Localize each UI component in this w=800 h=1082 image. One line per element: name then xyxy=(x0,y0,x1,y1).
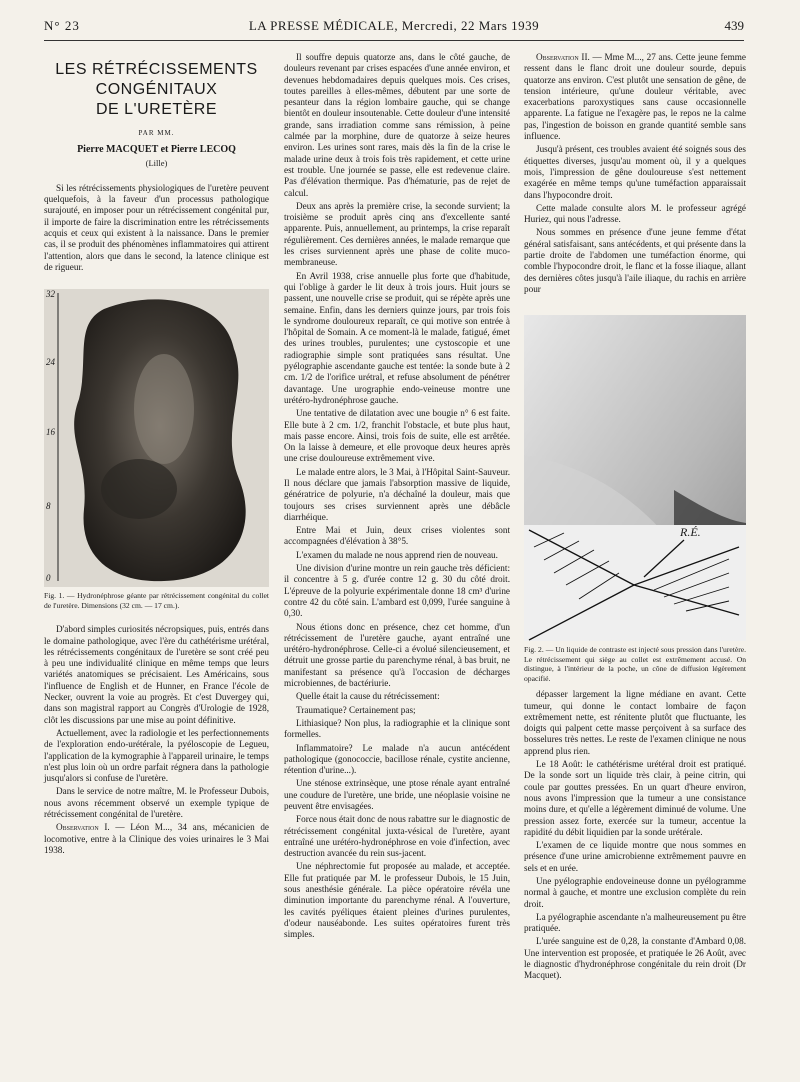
col3-paragraph-8: Une pyélographie endoveineuse donne un pyélogramme normal à gauche, et montre une exclusion complète du rein droit. xyxy=(524,875,746,909)
page-number: 439 xyxy=(724,18,744,33)
col2-paragraph-13: Inflammatoire? Le malade n'a aucun antécédent pathologique (gonococcie, bacillose rénale, cystite ancienne, rétention d'urine...). xyxy=(284,742,510,776)
header-rule xyxy=(44,40,744,41)
running-header xyxy=(44,18,744,40)
col2-paragraph-10: Quelle était la cause du rétrécissement: xyxy=(296,691,440,702)
col2-paragraph-16: Une néphrectomie fut proposée au malade, et acceptée. Elle fut pratiquée par M. le professeur Dubois, le 15 Juin, sous anesthésie générale. La pièce opératoire révéla une diminution importante du parenchyme rénal. A l'ouverture, les cavités pyéliques étaient pleines d'urines purulentes, d'odeur nauséabonde. Les suites opératoires furent très simples. xyxy=(284,861,510,940)
scale-label-0: 0 xyxy=(46,573,51,584)
service-paragraph: Dans le service de notre maître, M. le Professeur Dubois, nous avons récemment observé un exemple typique de rétrécissement congénital de l'uretère. xyxy=(44,786,269,820)
col2-paragraph-4: Une tentative de dilatation avec une bougie n° 6 est faite. Elle bute à 2 cm. 1/2, franchit l'obstacle, et bute plus haut, mais passe encore. Ainsi, trois fois de suite, elle est arrêtée. On la laisse à demeure, et elle provoque deux heures après une crise douloureuse extrêmement vive. xyxy=(284,408,510,464)
kidney-specimen-image xyxy=(44,289,269,587)
col2-paragraph-7: L'examen du malade ne nous apprend rien de nouveau. xyxy=(296,549,498,560)
col2-paragraph-1: Il souffre depuis quatorze ans, dans le côté gauche, de douleurs revenant par crises espacées d'une année environ, et devenues hebdomadaires depuis quelques mois. Ces crises, toutes pareilles à elles-mêmes, débutent par une sorte de pesanteur dans la région lombaire gauche, qui se change bientôt en douleur insoutenable. Cette douleur d'une intensité grande, sans irradiation comme sans rémission, à peine calmée par la morphine, dure de quatorze à seize heures environ. Les urines sont rares, mais dès la fin de la crise le malade urine deux à trois fois très rapidement, et cette urine est trouble. Une journée se passe, elle est redevenue claire. Pas d'élévation thermique. Pas d'hématurie, pas de rejet de calcul. xyxy=(284,52,510,198)
col2-paragraph-9: Nous étions donc en présence, chez cet homme, d'un rétrécissement de l'uretère gauche, ayant entraîné une urétéro-hydronéphrose. Celle-ci a évolué silencieusement, et détruit une grosse partie du parenchyme rénal, à bas bruit, ne manifestant sa présence qu'à l'occasion de décharges microbiennes, de bactériurie. xyxy=(284,621,510,689)
scale-label-32: 32 xyxy=(46,289,55,300)
column-3 xyxy=(524,52,746,984)
figure-2-label: R.É. xyxy=(680,525,701,540)
scale-label-16: 16 xyxy=(46,427,55,438)
col3-paragraph-6: Le 18 Août: le cathétérisme urétéral droit est pratiqué. De la sonde sort un liquide très clair, à peine citrin, qui coule par gouttes pressées. En un quart d'heure environ, nous avons l'impression que la tumeur a une consistance moins dure, et qu'elle a légèrement diminué de volume. Une pression assez forte, exercée sur la tumeur, accentue la rapidité du débit liquidien par la sonde urétérale. xyxy=(524,759,746,837)
col2-paragraph-8: Une division d'urine montre un rein gauche très déficient: il concentre à 5 g. d'urée contre 12 g. 30 du côté droit. L'épreuve de la polyurie expérimentale donne 18 cm³ d'urine contre 42 du côté sain. L'ambard est 0,099, l'urée sanguine à 0,30. xyxy=(284,563,510,619)
col2-paragraph-11: Traumatique? Certainement pas; xyxy=(296,704,416,715)
journal-title: LA PRESSE MÉDICALE, Mercredi, 22 Mars 1939 xyxy=(248,18,540,33)
radiology-paragraph: Actuellement, avec la radiologie et les perfectionnements de l'exploration endo-urétérale, la pyéloscopie de Legueu, l'application de la kymographie à l'appareil urinaire, le temps n'est plus loin où un ordre parfait régnera dans la pathologie jusqu'alors si confuse de l'uretère. xyxy=(44,727,269,784)
author-city: (Lille) xyxy=(145,157,168,168)
col3-paragraph-2: Jusqu'à présent, ces troubles avaient été soignés sous des étiquettes diverses, jusqu'au moment où, il y a quelques mois, l'impression de gêne douloureuse s'est nettement exagérée en même temps qu'une tuméfaction apparaissait dans l'hypocondre droit. xyxy=(524,144,746,200)
radiograph-image xyxy=(524,315,746,641)
title-line-2: CONGÉNITAUX xyxy=(95,81,218,98)
col2-paragraph-2: Deux ans après la première crise, la seconde survient; la troisième se produit après cinq ans d'excellente santé apparente. Puis, annuellement, au printemps, la crise reparaît régulièrement. Ces dernières années, le malade remarque que les crises surviennent après une phase de colite muco-membraneuse. xyxy=(284,200,510,268)
col2-paragraph-12: Lithiasique? Non plus, la radiographie et la clinique sont formelles. xyxy=(284,717,510,740)
column-2 xyxy=(284,52,510,943)
col2-paragraph-5: Le malade entre alors, le 3 Mai, à l'Hôpital Saint-Sauveur. Il nous déclare que jamais l'absorption massive de liquide, génératrice de polyurie, n'a déchaîné la douleur, mais que toujours ses crises surviennent après une débâcle diarrhéique. xyxy=(284,466,510,522)
col3-paragraph-5: dépasser largement la ligne médiane en avant. Cette tumeur, qui donne le contact lombaire de façon extrêmement nette, est rénitente plutôt que fluctuante, les doigts qui palpent cette masse perçoivent à sa surface des bosselures très nettes. Le reste de l'examen clinique ne nous apprend plus rien. xyxy=(524,689,746,756)
column-1 xyxy=(44,52,269,858)
authors: Pierre MACQUET et Pierre LECOQ xyxy=(77,144,236,156)
observation-2-label: Observation II. xyxy=(536,52,590,62)
col2-paragraph-3: En Avril 1938, crise annuelle plus forte que d'habitude, qui l'oblige à garder le lit deux à trois jours. Huit jours se passent, une nouvelle crise se produit, qui se répète après une semaine. Enfin, dans les derniers quinze jours, par trois fois le syndrome douloureux reparaît, ce qui motive son entrée à l'hôpital de Somain. A ce moment-là le malade, fatigué, émet des urines troubles, purulentes; une cystoscopie et une radiographie simple sont pratiquées sans résultat. Une pyélographie ascendante gauche est tentée: la sonde bute à 2 cm. 1/2 de l'orifice urétral, et refuse absolument de pénétrer davantage. Une urographie endo-veineuse montre une urétéro-hydronéphrose gauche. xyxy=(284,270,510,405)
col2-paragraph-15: Force nous était donc de nous rabattre sur le diagnostic de rétrécissement congénital juxta-vésical de l'uretère, ayant entraîné une urétéro-hydronéphrose en voie d'infection, avec destruction avancée du rein sus-jacent. xyxy=(284,814,510,859)
observation-1-intro: Observation I. — Léon M..., 34 ans, mécanicien de locomotive, entre à la Clinique des voies urinaires le 3 Mai 1938. xyxy=(44,822,269,855)
col3-paragraph-7: L'examen de ce liquide montre que nous sommes en présence d'une urine amicrobienne extrêmement pauvre en sels et en urée. xyxy=(524,840,746,873)
scale-label-8: 8 xyxy=(46,501,51,512)
col2-paragraph-14: Une sténose extrinsèque, une ptose rénale ayant entraîné une coudure de l'uretère, une bride, une néoplasie voisine ne peuvent être envisagées. xyxy=(284,778,510,811)
col2-paragraph-6: Entre Mai et Juin, deux crises violentes sont accompagnées d'élévation à 38°5. xyxy=(284,525,510,547)
title-line-3: DE L'URETÈRE xyxy=(95,101,218,118)
observation-1-label: Observation I. xyxy=(56,822,110,833)
intro-paragraph: Si les rétrécissements physiologiques de l'uretère peuvent quelquefois, à la faveur d'un processus pathologique surajouté, en imposer pour un rétrécissement congénital pur, il importe de faire la discrimination entre les rétrécissements acquis et ceux qui existent à la naissance. Dans le premier cas, il se produit des phénomènes inflammatoires qui attirent l'attention, alors que dans le second, la latence clinique est de rigueur. xyxy=(44,182,269,272)
col3-paragraph-9: La pyélographie ascendante n'a malheureusement pu être pratiquée. xyxy=(524,911,746,934)
issue-number: N° 23 xyxy=(44,18,80,33)
figure-1-caption: Fig. 1. — Hydronéphrose géante par rétrécissement congénital du collet de l'uretère. Dimensions (32 cm. — 17 cm.). xyxy=(44,591,269,610)
col3-paragraph-10: L'urée sanguine est de 0,28, la constante d'Ambard 0,08. Une intervention est proposée, et pratiquée le 26 Août, avec le diagnostic d'hydronéphrose congénitale du rein droit (Dr Macquet). xyxy=(524,936,746,981)
figure-2-caption: Fig. 2. — Un liquide de contraste est injecté sous pression dans l'uretère. Le rétrécissement qui siège au collet est extrêmement accusé. On distingue, à l'intérieur de la poche, un cône de diffusion légèrement opacifié. xyxy=(524,645,746,683)
byline-par: PAR MM. xyxy=(138,129,175,137)
history-paragraph: D'abord simples curiosités nécropsiques, puis, entrés dans le domaine pathologique, avec l'ère du cathétérisme urétéral, les rétrécissements congénitaux de l'uretère se sont créé peu à peu une individualité clinique en même temps que leurs variétés anatomiques se précisaient. Les Américains, sous l'influence de English et de Hunner, en France l'école de Necker, ouvrent la voie au progrès. Et c'est Duvergey qui, dans son magistral rapport au Congrès d'Urologie de 1928, clôt les discussions par une mise au point définitive. xyxy=(44,624,269,725)
figure-2-radiograph xyxy=(524,315,746,641)
observation-2-intro: Observation II. — Mme M..., 27 ans. Cette jeune femme ressent dans le flanc droit une douleur sourde, depuis quatorze ans environ. C'est plutôt une sensation de gêne, de tension intérieure, qu'une douleur véritable, avec exacerbations paroxystiques sans cause occasionnelle apparente. La fatigue ne l'exagère pas, le repos ne la calme pas, l'ingestion de boisson en grande quantité semble sans influence. xyxy=(524,52,746,142)
col3-paragraph-4: Nous sommes en présence d'une jeune femme d'état général satisfaisant, sans antécédents, et qui présente dans la partie droite de l'abdomen une tuméfaction énorme, qui comble l'hypocondre droit, le flanc et la fosse iliaque, allant des dernières côtes jusqu'à l'aile iliaque, du rachis en arrière pour xyxy=(524,227,746,294)
scale-label-24: 24 xyxy=(46,357,55,368)
title-line-1: LES RÉTRÉCISSEMENTS xyxy=(55,61,258,78)
col3-paragraph-3: Cette malade consulte alors M. le professeur agrégé Huriez, qui nous l'adresse. xyxy=(524,202,746,225)
article-title xyxy=(44,60,269,120)
figure-1-photo xyxy=(44,289,269,587)
